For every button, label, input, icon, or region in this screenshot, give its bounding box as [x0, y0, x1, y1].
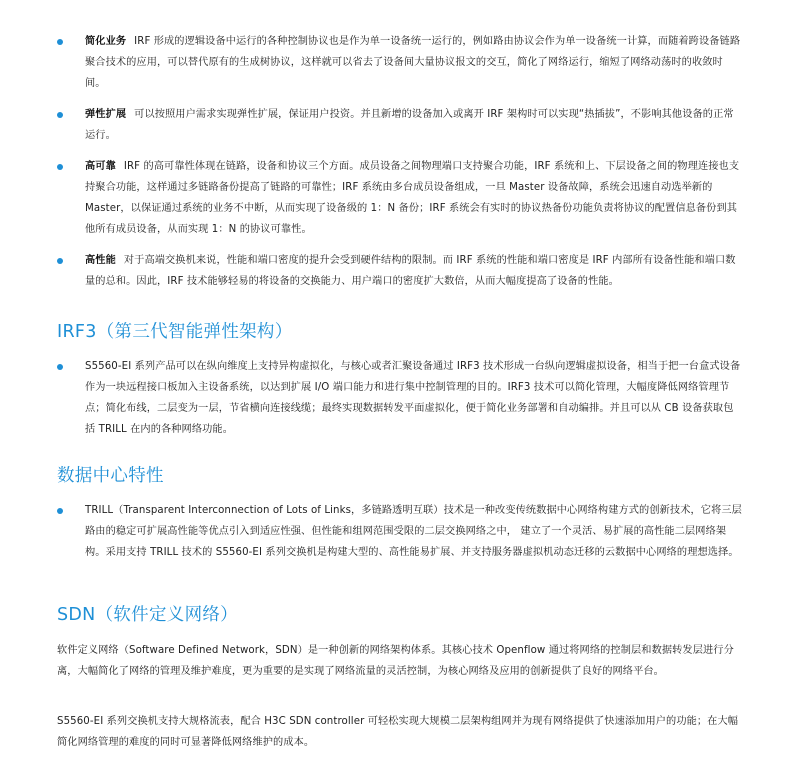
bullet-term: 简化业务 — [85, 36, 127, 47]
irf3-bullet-list — [0, 356, 793, 440]
bullet-term: 高可靠 — [85, 161, 116, 172]
bullet-text: IRF 形成的逻辑设备中运行的各种控制协议也是作为单一设备统一运行的，例如路由协议会作为单一设备统一计算，而随着跨设备链路聚合技术的应用，可以替代原有的生成树协议，这样就可以省去了设备间大量协议报文的交互，简化了网络运行，缩短了网络动荡时的收敛时间。 — [85, 36, 741, 89]
list-item — [0, 31, 793, 94]
section-title-datacenter: 数据中心特性 — [57, 466, 164, 486]
list-item — [0, 500, 793, 563]
list-item — [0, 156, 793, 240]
sdn-paragraph-1: 软件定义网络（Software Defined Network，SDN）是一种创新的网络架构体系。其核心技术 Openflow 通过将网络的控制层和数据转发层进行分离，大幅简化了网络的管理及维护难度，更为重要的是实现了网络流量的灵活控制，为核心网络及应用的创新提供了良好的网络平台。 — [57, 645, 734, 677]
bullet-text: 可以按照用户需求实现弹性扩展，保证用户投资。并且新增的设备加入或离开 IRF 架构时可以实现“热插拔”，不影响其他设备的正常运行。 — [85, 109, 734, 141]
list-item — [0, 356, 793, 440]
section-title-sdn: SDN（软件定义网络） — [57, 605, 238, 625]
datacenter-bullet-list — [0, 500, 793, 563]
sdn-paragraph-2: S5560-EI 系列交换机支持大规格流表，配合 H3C SDN controller 可轻松实现大规模二层架构组网并为现有网络提供了快速添加用户的功能；在大幅简化网络管理的难度的同时可显著降低网络维护的成本。 — [57, 716, 739, 748]
bullet-term: 高性能 — [85, 255, 116, 266]
bullet-text: IRF 的高可靠性体现在链路，设备和协议三个方面。成员设备之间物理端口支持聚合功能，IRF 系统和上、下层设备之间的物理连接也支持聚合功能，这样通过多链路备份提高了链路的可靠性；IRF 系统由多台成员设备组成，一旦 Master 设备故障，系统会迅速自动选举新的 Master，以保证通过系统的业务不中断，从而实现了设备级的 1：N 备份；IRF 系统会有实时的协议热备份功能负责将协议的配置信息备份到其他所有成员设备，从而实现 1：N 的协议可靠性。 — [85, 161, 740, 235]
section-title-irf3: IRF3（第三代智能弹性架构） — [57, 322, 293, 342]
bullet-text: 对于高端交换机来说，性能和端口密度的提升会受到硬件结构的限制。而 IRF 系统的性能和端口密度是 IRF 内部所有设备性能和端口数量的总和。因此，IRF 技术能够轻易的将设备的交换能力、用户端口的密度扩大数倍，从而大幅度提高了设备的性能。 — [85, 255, 736, 287]
intro-bullet-list — [0, 31, 793, 292]
bullet-text: TRILL（Transparent Interconnection of Lots of Links，多链路透明互联）技术是一种改变传统数据中心网络构建方式的创新技术，它将三层路由的稳定可扩展高性能等优点引入到适应性强、但性能和组网范围受限的二层交换网络之中， 建立了一个灵活、易扩展的高性能二层网络架构。采用支持 TRILL 技术的 S5560-EI 系列交换机是构建大型的、高性能易扩展、并支持服务器虚拟机动态迁移的云数据中心网络的理想选择。 — [85, 505, 742, 558]
list-item — [0, 250, 793, 292]
bullet-term: 弹性扩展 — [85, 109, 127, 120]
bullet-text: S5560-EI 系列产品可以在纵向维度上支持异构虚拟化，与核心或者汇聚设备通过 IRF3 技术形成一台纵向逻辑虚拟设备，相当于把一台盒式设备作为一块远程接口板加入主设备系统，以达到扩展 I/O 端口能力和进行集中控制管理的目的。IRF3 技术可以简化管理，大幅度降低网络管理节点；简化布线，二层变为一层，节省横向连接线缆；最终实现数据转发平面虚拟化，便于简化业务部署和自动编排。并且可以从 CB 设备获取包括 TRILL 在内的各种网络功能。 — [85, 361, 741, 435]
list-item — [0, 104, 793, 146]
